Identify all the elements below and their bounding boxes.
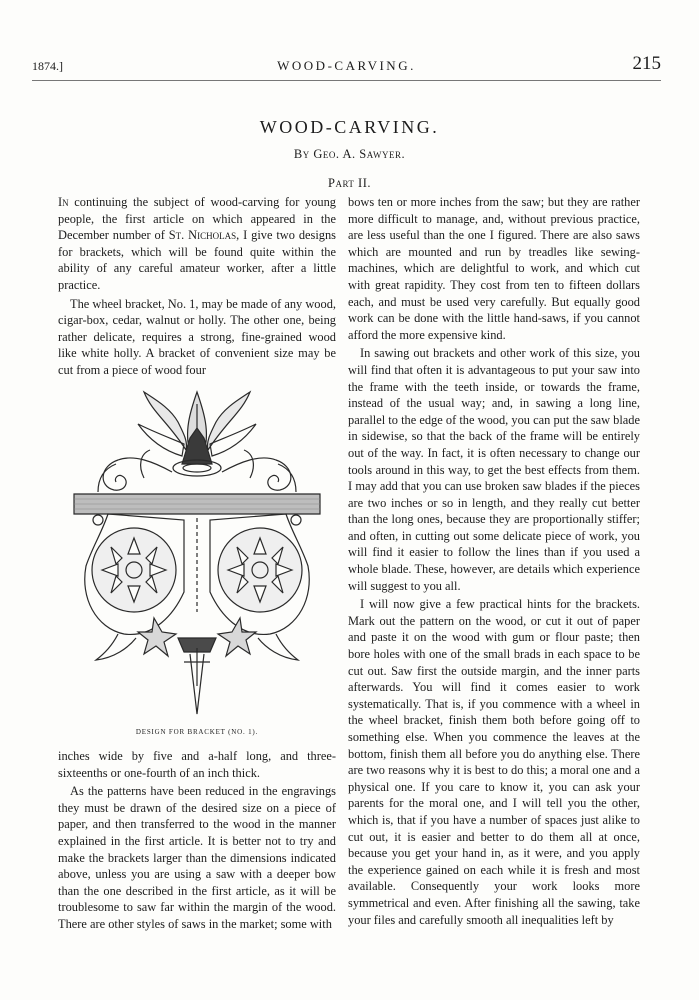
figure-caption: DESIGN FOR BRACKET (NO. 1). — [135, 728, 259, 736]
page-number: 215 — [632, 53, 661, 74]
paragraph: In sawing out brackets and other work of this size, you will find that often it is advantageous to put your saw into the frame with the teeth inside, or towards the frame, instead of the usual way; and, in sawing a long line, parallel to the edge of the wood, you can put the saw blade in sidewise, so that the back of the frame will be entirely out of the way. In fact, it is often necessary to change our tools around in this way, to get the best effects from them. I may add that you can use broken saw blades if the pieces are two inches or so in length, and they really cut better than the long ones, because they are proportionally stiffer; and often, in cutting out some delicate piece of work, you will find it easier to follow the lines than if you used a whole blade. These, however, are details which experience will suggest to you all. — [348, 346, 640, 593]
running-title: WOOD-CARVING. — [277, 58, 416, 73]
byline-author: Geo. A. Sawyer. — [313, 147, 406, 161]
paragraph: inches wide by five and a-half long, and three-sixteenths or one-fourth of an inch thick. — [58, 749, 336, 780]
part-heading: Part II. — [328, 176, 371, 190]
bracket-drawing — [58, 342, 336, 722]
issue-date: 1874.] — [32, 59, 63, 73]
paragraph: As the patterns have been reduced in the engravings they must be drawn of the desired size on a piece of paper, and then transferred to the wood in the manner explained in the first article. It is better not to try and make the brackets larger than the dimensions indicated above, unless you are using a saw with a deeper bow than the one described in the first article, as it will be troublesome to saw far within the margin of the wood. There are other styles of saws in the market; some with — [58, 784, 336, 931]
byline-by: By — [293, 147, 310, 161]
running-head — [32, 53, 661, 78]
magazine-name: St. Nicholas — [168, 228, 237, 243]
article-title: WOOD-CARVING. — [259, 117, 440, 137]
right-column — [348, 194, 640, 930]
dropcap-word: In — [58, 195, 69, 209]
paragraph: The wheel bracket, No. 1, may be made of any wood, cigar-box, cedar, walnut or holly. The other one, being rather delicate, requires a strong, fine-grained wood like white holly. A bracket of convenient size may be cut from a piece of wood four — [58, 296, 336, 377]
header-rule — [32, 80, 661, 81]
left-column-bottom — [58, 748, 336, 935]
byline — [0, 147, 699, 162]
bracket-illustration — [58, 342, 336, 750]
paragraph: In continuing the subject of wood-carving for young people, the first article on which appeared in the December number of St. Nicholas, I give two designs for brackets, which will be found quite within the ability of any careful amateur worker, after a little practice. — [58, 195, 336, 292]
paragraph: I will now give a few practical hints for the brackets. Mark out the pattern on the wood, or cut it out of paper and paste it on the wood with gum or flour paste; then bore holes with one of the small brads in each space to be cut out. Saw first the outside margin, and the inner parts afterwards. You will find it comes easier to work systematically. That is, if you commence with a wheel in the wheel bracket, finish them both before going off to something else. When you commence the leaves at the bottom, finish them all before you do anything else. There are two reasons why it is best to do this; a moral one and a physical one. If you care to know it, you can ask your parents for the moral one, and I will tell you the other, which is, that if you have a number of spaces just alike to cut out, it is easier and better to do them all at once, because you get your hand in, as it were, and you apply the experience gained on each while it is fresh and most available. Consequently your work looks more symmetrical and even. After finishing all the sawing, take your files and carefully smooth all inequalities left by — [348, 597, 640, 927]
paragraph: bows ten or more inches from the saw; but they are rather more difficult to manage, and, without previous practice, are less useful than the one I figured. There are also saws which are mounted and run by treadles like sewing-machines, which are delightful to work, and which cut with great rapidity. They cost from ten to fifteen dollars each, and must be used very carefully. But equally good work can be done with the little hand-saws, if you cannot afford the more expensive kind. — [348, 195, 640, 342]
